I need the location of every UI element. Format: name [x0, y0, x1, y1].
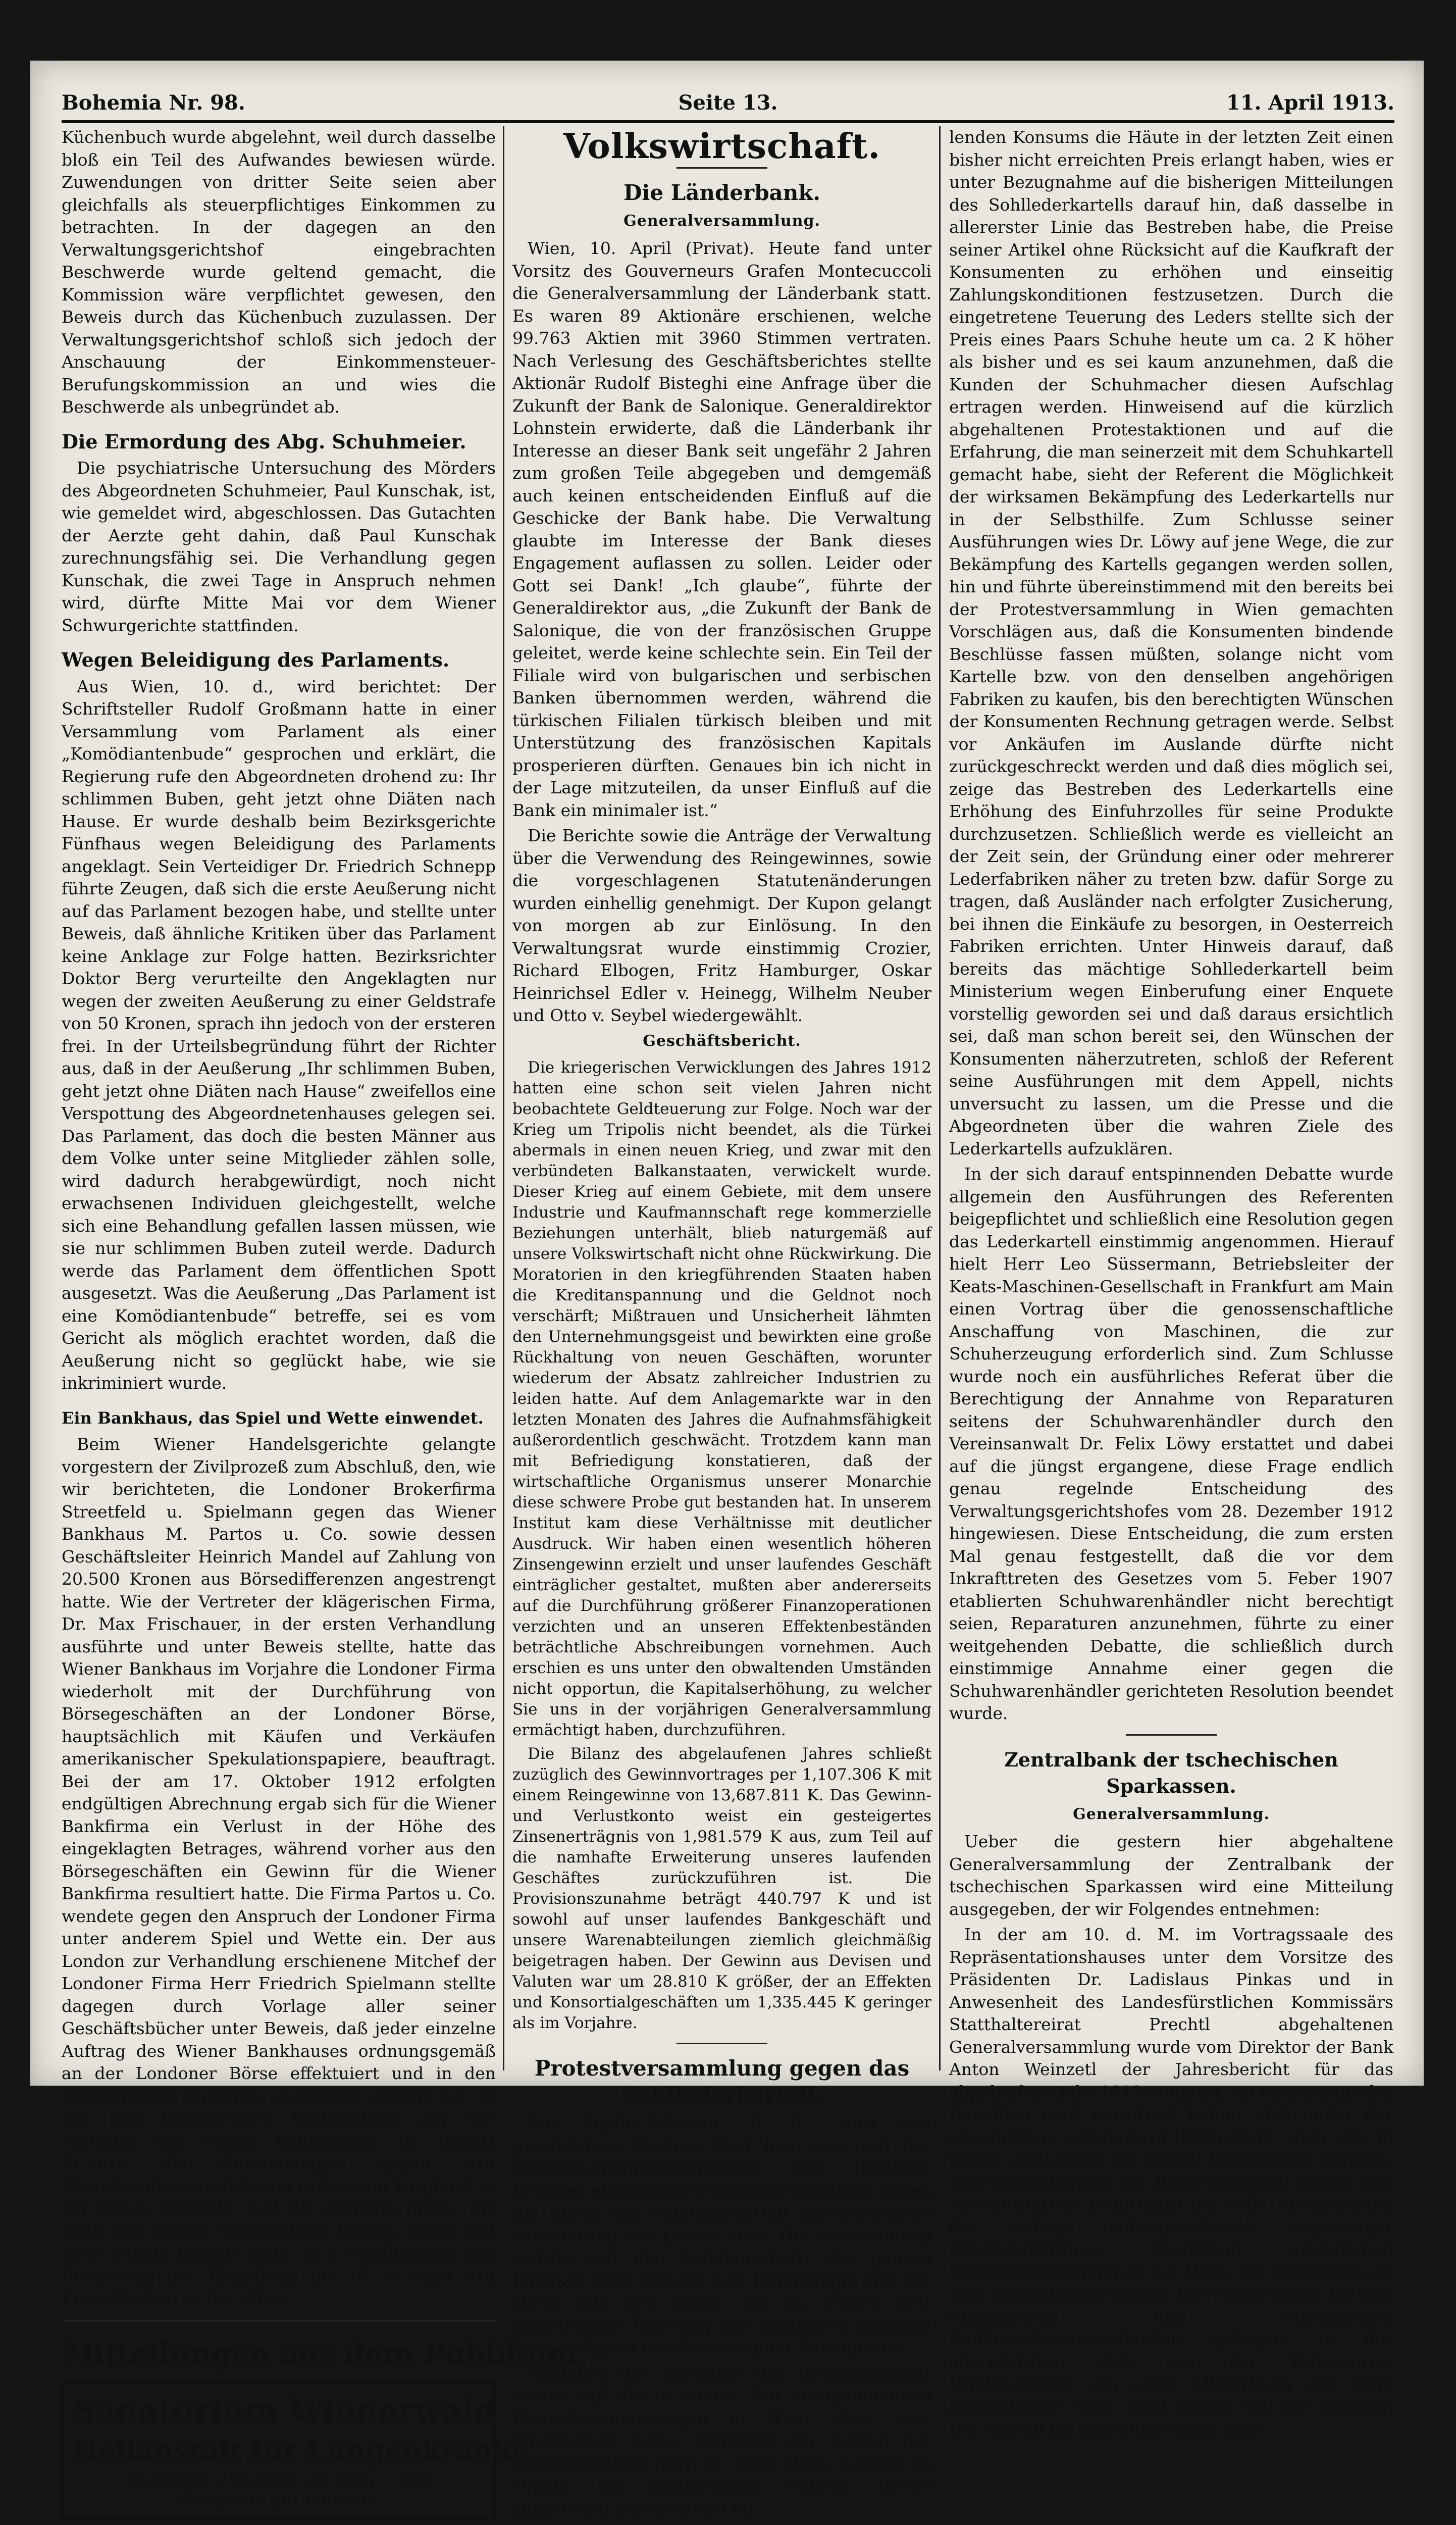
article-subheading: Geschäftsbericht.	[643, 1032, 801, 1050]
ad-code: 866	[402, 2471, 431, 2489]
article-text: Beim Wiener Handelsgerichte gelangte vorgestern der Zivilprozeß zum Abschluß, den, wie wir berichteten, die Londoner Brokerfirma Streetfeld u. Spielmann gegen das Wiener Bankhaus M. Partos u. Co. sowie dessen Geschäftsleiter Heinrich Mandel auf Zahlung von 20.500 Kronen aus Börsedifferenzen angestrengt hatte. Wie der Vertreter der klägerischen Firma, Dr. Max Frischauer, in der ersten Verhandlung ausführte und unter Beweis stellte, hatte das Wiener Bankhaus im Vorjahre die Londoner Firma wiederholt mit der Durchführung von Börsegeschäften an der Londoner Börse, hauptsächlich mit Käufen und Verkäufen amerikanischer Spekulationspapiere, beauftragt. Bei der am 17. Oktober 1912 erfolgten endgültigen Abrechnung ergab sich für die Wiener Bankfirma ein Verlust in der Höhe des eingeklagten Betrages, während vorher aus den Börsegeschäften ein Gewinn für die Wiener Bankfirma resultiert hatte. Die Firma Partos u. Co. wendete gegen den Anspruch der Londoner Firma unter anderem Spiel und Wette ein. Der aus London zur Verhandlung erschienene Mitchef der Londoner Firma Herr Friedrich Spielmann stellte dagegen durch Vorlage aller seiner Geschäftsbücher unter Beweis, daß jeder einzelne Auftrag des Wiener Bankhauses ordnungsgemäß an der Londoner Börse effektuiert und in den einschlägigen Papieren ausgeführt worden sei. In der nun fortgesetzten Verhandlung zog der Vertreter des Wiener Bankhauses, Dr. Robert Fischer, die Einwendungen gegen den Klagebegehren zurück und es kam ein Vergleich in der Weise zustande, daß die geklagte Firma, die nach der ersten Verhandlung bereits einen Teil ihrer Schuld bezahlt hatte, sich verpflichtete, den Restbetrag der Klagsfirma bis 26. d. samt den Prozeßkosten zu bezahlen.	[62, 1434, 496, 2308]
article-heading: Die Länderbank.	[623, 180, 821, 205]
article-text: Die Bilanz des abgelaufenen Jahres schließt zuzüglich des Gewinnvortrages per 1,107.306 K mit einem Reingewinne von 13,687.811 K. Das Gewinn- und Verlustkonto weist ein gesteigertes Zinsenerträgnis von 1,981.579 K aus, zum Teil auf die namhafte Erweiterung unseres laufenden Geschäftes zurückzuführen ist. Die Provisionszunahme beträgt 440.797 K und ist sowohl auf unser laufendes Bankgeschäft und unsere Warenabteilungen ziemlich gleichmäßig beigetragen haben. Der Gewinn aus Devisen und Valuten war um 28.810 K größer, der an Effekten und Konsortialgeschäften um 1,335.445 K geringer als im Vorjahre.	[512, 1745, 931, 2032]
article-text: In der sich darauf entspinnenden Debatte wurde allgemein den Ausführungen des Referenten beigepflichtet und schließlich eine Resolution gegen das Lederkartell einstimmig angenommen. Hierauf hielt Herr Leo Süssermann, Betriebsleiter der Keats-Maschinen-Gesellschaft in Frankfurt am Main einen Vortrag über die genossenschaftliche Anschaffung von Maschinen, die zur Schuherzeugung erforderlich sind. Zum Schlusse wurde noch ein ausführliches Referat über die Berechtigung der Annahme von Reparaturen seitens der Schuhwarenhändler durch den Vereinsanwalt Dr. Felix Löwy erstattet und dabei auf die jüngst ergangene, diese Frage endlich genau regelnde Entscheidung des Verwaltungsgerichtshofes vom 28. Dezember 1912 hingewiesen. Diese Entscheidung, die zum ersten Mal genau festgestellt, daß die vor dem Inkrafttreten des Gesetzes vom 5. Feber 1907 etablierten Schuhwarenhändler nicht berechtigt seien, Reparaturen anzunehmen, führte zu einer weitgehenden Debatte, die schließlich durch einstimmige Annahme einer gegen die Schuhwarenhändler gerichteten Resolution beendet wurde.	[949, 1164, 1393, 1723]
article-text: Die psychiatrische Untersuchung des Mörders des Abgeordneten Schuhmeier, Paul Kunschak, ist, wie gemeldet wird, abgeschlossen. Das Gutachten der Aerzte geht dahin, daß Paul Kunschak zurechnungsfähig sei. Die Verhandlung gegen Kunschak, die zwei Tage in Anspruch nehmen wird, dürfte Mitte Mai vor dem Wiener Schwurgerichte stattfinden.	[62, 458, 496, 635]
article-heading: Protestversammlung gegen das Sohllederkartell.	[534, 2056, 910, 2107]
ad-title: Sanatorium Wienerwald	[72, 2392, 495, 2430]
article-text: In der am 10. d. M. im Vortragssaale des Repräsentationshauses unter dem Vorsitze des Präsidenten Dr. Ladislaus Pinkas und in Anwesenheit des Landesfürstlichen Kommissärs Statthaltereirat Prechtl abgehaltenen Generalversammlung wurde vom Direktor der Bank Anton Weinzetl der Jahresbericht für das abgelaufene Jahr 1913 erstattet. Im Kommentar des Berichtes wird einleitend betont, daß außer der allgemeinen schwierigen Finanzlage auch die in letzter Zeit gegen die Anstalt inszenierten Angriffe, den Geschäftsgang der Bank beeinflußt haben. Der Verwaltungsrat beantragte die volle Abschreibung der zufolge außergewöhnlich ungünstiger Kreditverhältnisse zweifelhaft gewordenen Wechselforderungen in der Höhe von 250.000 K aus dem Spezialreservefonde. Die Forderungen bei den rumänischen und ruthenischen Raiffeisenkassenverbänden gelangen in der allernächsten Zeit aus der Bukowinaer Landesanleihe, die unter Mitwirkung der Bank perfektioniert wird, samt Zinsen voll zur Zahlung. Der Ausfall bei den Bukowinaer Holz-	[949, 1925, 1393, 2439]
article-subheading: Generalversammlung.	[623, 212, 820, 230]
article-text: Wien, 10. April (Privat). Heute fand unter Vorsitz des Gouverneurs Grafen Montecuccoli die Generalversammlung der Länderbank statt. Es waren 89 Aktionäre erschienen, welche 99.763 Aktien mit 3960 Stimmen vertraten. Nach Verlesung des Geschäftsberichtes stellte Aktionär Rudolf Bisteghi eine Anfrage über die Zukunft der Bank de Salonique. Generaldirektor Lohnstein erwiderte, daß die Länderbank ihr Interesse an dieser Bank seit ungefähr 2 Jahren zum großen Teile abgegeben und demgemäß auch keinen entscheidenden Einfluß auf die Geschicke der Bank habe. Die Verwaltung glaubte im Interesse der Bank dieses Engagement auflassen zu sollen. Leider oder Gott sei Dank! „Ich glaube“, führte der Generaldirektor aus, „die Zukunft der Bank de Salonique, die von der französischen Gruppe geleitet, werde keine schlechte sein. Ein Teil der Filiale wird von bulgarischen und serbischen Banken übernommen werden, während die türkischen Filialen türkisch bleiben und mit Unterstützung des französischen Kapitals prosperieren dürften. Genaues bin ich nicht in der Lage mitzuteilen, da unser Einfluß auf die Bank ein minimaler ist.“	[512, 238, 931, 820]
divider	[1126, 1734, 1217, 1736]
divider	[677, 2043, 767, 2044]
article-text: Ueber die gestern hier abgehaltene Generalversammlung der Zentralbank der tschechischen Sparkassen wird eine Mitteilung ausgegeben, der wir Folgendes entnehmen:	[949, 1832, 1393, 1919]
divider	[62, 2320, 496, 2321]
header-publication: Bohemia Nr. 98.	[62, 91, 245, 115]
article-text: Nachdem der Vorsteher der Genossenschaft Czeika auf die in letzter Zeit stattgefundenen Protestversammlungen in Wien, Graz usw. hingewiesen hatte, erstattete der Anwalt der Genossenschaft Herr Dr. Felix Löwy, Advokat in Teplitz, ein ausführliches Referat. Davon ausgehend, daß trotz des fal-	[512, 2363, 931, 2518]
article-text: Die Berichte sowie die Anträge der Verwaltung über die Verwendung des Reingewinnes, sowie die vorgeschlagenen Statutenänderungen wurden einhellig genehmigt. Der Kupon gelangt von morgen ab zur Einlösung. In den Verwaltungsrat wurde einstimmig Crozier, Richard Elbogen, Fritz Hamburger, Oskar Heinrichsel Edler v. Heinegg, Wilhelm Neuber und Otto v. Seybel wiedergewählt.	[512, 826, 931, 1025]
article-heading: Ein Bankhaus, das Spiel und Wette einwendet.	[62, 1408, 484, 1428]
article-text: lenden Konsums die Häute in der letzten Zeit einen bisher nicht erreichten Preis erlangt haben, wies er unter Bezugnahme auf die bisherigen Mitteilungen des Sohllederkartells darauf hin, daß dasselbe in allererster Linie das Bestreben habe, die Preise seiner Artikel ohne Rücksicht auf die Kaufkraft der Konsumenten zu erhöhen und einseitig Zahlungskonditionen festzusetzen. Durch die eingetretene Teuerung des Leders stellte sich der Preis eines Paars Schuhe heute um ca. 2 K höher als bisher und es sei kaum anzunehmen, daß die Kunden der Schuhmacher diesen Aufschlag ertragen werden. Hinweisend auf die kürzlich abgehaltenen Protestaktionen und auf die Erfahrung, die man seinerzeit mit dem Schuhkartell gemacht habe, sieht der Referent die Möglichkeit der wirksamen Bekämpfung des Lederkartells nur in der Selbsthilfe. Zum Schlusse seiner Ausführungen wies Dr. Löwy auf jene Wege, die zur Bekämpfung des Kartells gegangen werden sollen, hin und führte übereinstimmend mit den bereits bei der Protestversammlung in Wien gemachten Vorschlägen aus, daß die Konsumenten bindende Beschlüsse fassen müßten, solange nicht vom Kartelle bzw. von den denselben angehörigen Fabriken zu kaufen, bis den berechtigten Wünschen der Konsumenten Rechnung getragen werde. Selbst vor Ankäufen im Auslande dürfte nicht zurückgeschreckt werden und daß dies möglich sei, zeige das Bestreben des Lederkartells eine Erhöhung des Einfuhrzolles für seine Produkte durchzusetzen. Schließlich werde es vielleicht an der Zeit sein, der Gründung einer oder mehrerer Lederfabriken näher zu treten bzw. dafür Sorge zu tragen, daß Ausländer nach erfolgter Zusicherung, bei ihnen die Einkäufe zu besorgen, in Oesterreich Fabriken errichten. Unter Hinweis darauf, daß bereits das mächtige Sohllederkartell beim Ministerium wegen Einberufung einer Enquete vorstellig geworden sei und daß daraus ersichtlich sei, daß man schon bereit sei, den Wünschen der Konsumenten näherzutreten, schloß der Referent seine Ausführungen mit dem Appell, nichts unversucht zu lassen, um die Presse und die Abgeordneten über die wahren Ziele des Lederkartells aufzuklären.	[949, 127, 1393, 1158]
section-banner: Mitteilungen aus dem Publikum.	[62, 2337, 587, 2371]
column-3	[949, 126, 1393, 2439]
column-rule	[939, 126, 941, 2070]
article-text: Küchenbuch wurde abgelehnt, weil durch dasselbe bloß ein Teil des Aufwandes bewiesen würde. Zuwendungen von dritter Seite seien aber gleichfalls als steuerpflichtiges Einkommen zu betrachten. In der dagegen an den Verwaltungsgerichtshof eingebrachten Beschwerde wurde geltend gemacht, die Kommission wäre verpflichtet gewesen, den Beweis durch das Küchenbuch zuzulassen. Der Verwaltungsgerichtshof schloß sich jedoch der Anschauung der Einkommensteuer-Berufungskommission an und wies die Beschwerde als unbegründet ab.	[62, 127, 496, 417]
ad-subtitle: Heilanstalt für Lungenkranke	[72, 2434, 529, 2467]
article-text: Aus Wien, 10. d., wird berichtet: Der Schriftsteller Rudolf Großmann hatte in einer Versammlung vom Parlament als einer „Komödiantenbude“ gesprochen und erklärt, die Regierung rufe den Abgeordneten drohend zu: Ihr schlimmen Buben, geht jetzt ohne Diäten nach Hause. Er wurde deshalb beim Bezirksgerichte Fünfhaus wegen Beleidigung des Parlaments angeklagt. Sein Verteidiger Dr. Friedrich Schnepp führte Zeugen, daß sich die erste Aeußerung nicht auf das Parlament bezogen habe, und stellte unter Beweis, daß ähnliche Kritiken über das Parlament keine Anklage zur Folge hatten. Bezirksrichter Doktor Berg verurteilte den Angeklagten nur wegen der zweiten Aeußerung zu einer Geldstrafe von 50 Kronen, sprach ihn jedoch von der ersteren frei. In der Urteilsbegründung führt der Richter aus, daß in der Aeußerung „Ihr schlimmen Buben, geht jetzt ohne Diäten nach Hause“ zweifellos eine Verspottung des Abgeordnetenhauses gelegen sei. Das Parlament, das doch die besten Männer aus dem Volke unter seine Mitglieder zählen solle, wird dadurch herabgewürdigt, noch nicht erwachsenen Individuen gleichgestellt, welche sich eine Behandlung gefallen lassen müssen, wie sie nur schlimmen Buben zuteil werde. Dadurch werde das Parlament dem öffentlichen Spott ausgesetzt. Was die Aeußerung „Das Parlament ist eine Komödiantenbude“ betreffe, sei es vom Gericht als möglich erachtet worden, daß die Aeußerung nicht so geglückt habe, wie sie inkriminiert wurde.	[62, 676, 496, 1393]
article-heading: Zentralbank der tschechischen Sparkassen.	[1004, 1748, 1338, 1797]
article-text: Die kriegerischen Verwicklungen des Jahres 1912 hatten eine schon seit vielen Jahren nicht beobachtete Geldteuerung zur Folge. Noch war der Krieg um Tripolis nicht beendet, als die Türkei abermals in einen neuen Krieg, und zwar mit den verbündeten Balkanstaaten, verwickelt wurde. Dieser Krieg auf einem Gebiete, mit dem unsere Industrie und Kaufmannschaft rege kommerzielle Beziehungen unterhält, blieb naturgemäß auf unsere Volkswirtschaft nicht ohne Rückwirkung. Die Moratorien in den kriegführenden Staaten haben die Kreditanspannung und die Geldnot noch verschärft; Mißtrauen und Unsicherheit lähmten den Unternehmungsgeist und bewirkten eine große Rückhaltung von neuen Geschäften, worunter wiederum der Absatz zahlreicher Industrien zu leiden hatte. Auf dem Anlagemarkte war in den letzten Monaten des Jahres die Aufnahmsfähigkeit außerordentlich geschwächt. Trotzdem kann man mit Befriedigung konstatieren, daß der wirtschaftliche Organismus unserer Monarchie diese schwere Probe gut bestanden hat. In unserem Institut kam diese Verhältnisse mit deutlicher Ausdruck. Wir haben einen wesentlich höheren Zinsengewinn erzielt und unser laufendes Geschäft einträglicher gestaltet, mußten aber andererseits auf die Durchführung größerer Finanzoperationen verzichten und an unseren Effektenbeständen beträchtliche Abschreibungen vornehmen. Auch erschien es uns unter den obwaltenden Umständen nicht opportun, die Kapitalserhöhung, zu welcher Sie uns in der vorjährigen Generalversammlung ermächtigt haben, durchzuführen.	[512, 1058, 931, 1739]
column-2	[512, 126, 931, 2518]
column-1	[62, 126, 587, 2509]
newspaper-page	[30, 61, 1424, 2518]
header-page-number: Seite 13.	[678, 91, 778, 115]
article-subheading: Generalversammlung.	[1073, 1805, 1270, 1823]
ad-note: Prospekte auf Wunsch.	[181, 2491, 377, 2509]
article-heading: Wegen Beleidigung des Parlaments.	[62, 648, 450, 671]
column-rule	[503, 126, 504, 2070]
section-title: Volkswirtschaft.	[563, 126, 881, 167]
divider	[677, 167, 767, 169]
article-text: Aus Teplitz-Schönau, 9. d., wird uns geschrieben: Gestern fand hier eine von der Schuhmachergenossenschaft des Teplitzer Bezirkes einberufene Protestversammlung gegen die durch das Sohllederkartell hervorgerufene Verteuerung des Leders statt. Die Versammlung welche von den Schuhmachern des ganzen Bezirkes stark besucht war, beschäftigte sich vor allem mit der durch die in letzter Zeit eingetretene Teuerung des Sohlleders bedingte Notwendigkeit der Erhöhung der Schuhpreise.	[512, 2113, 931, 2357]
ad-location-text: bei Pernitz, 2 Stunden von Wien.	[126, 2471, 378, 2489]
header-date: 11. April 1913.	[1226, 91, 1394, 115]
page-header	[62, 85, 1394, 123]
article-heading: Die Ermordung des Abg. Schuhmeier.	[62, 430, 466, 453]
ad-location	[72, 2470, 485, 2491]
advertisement-sanatorium	[62, 2382, 529, 2520]
